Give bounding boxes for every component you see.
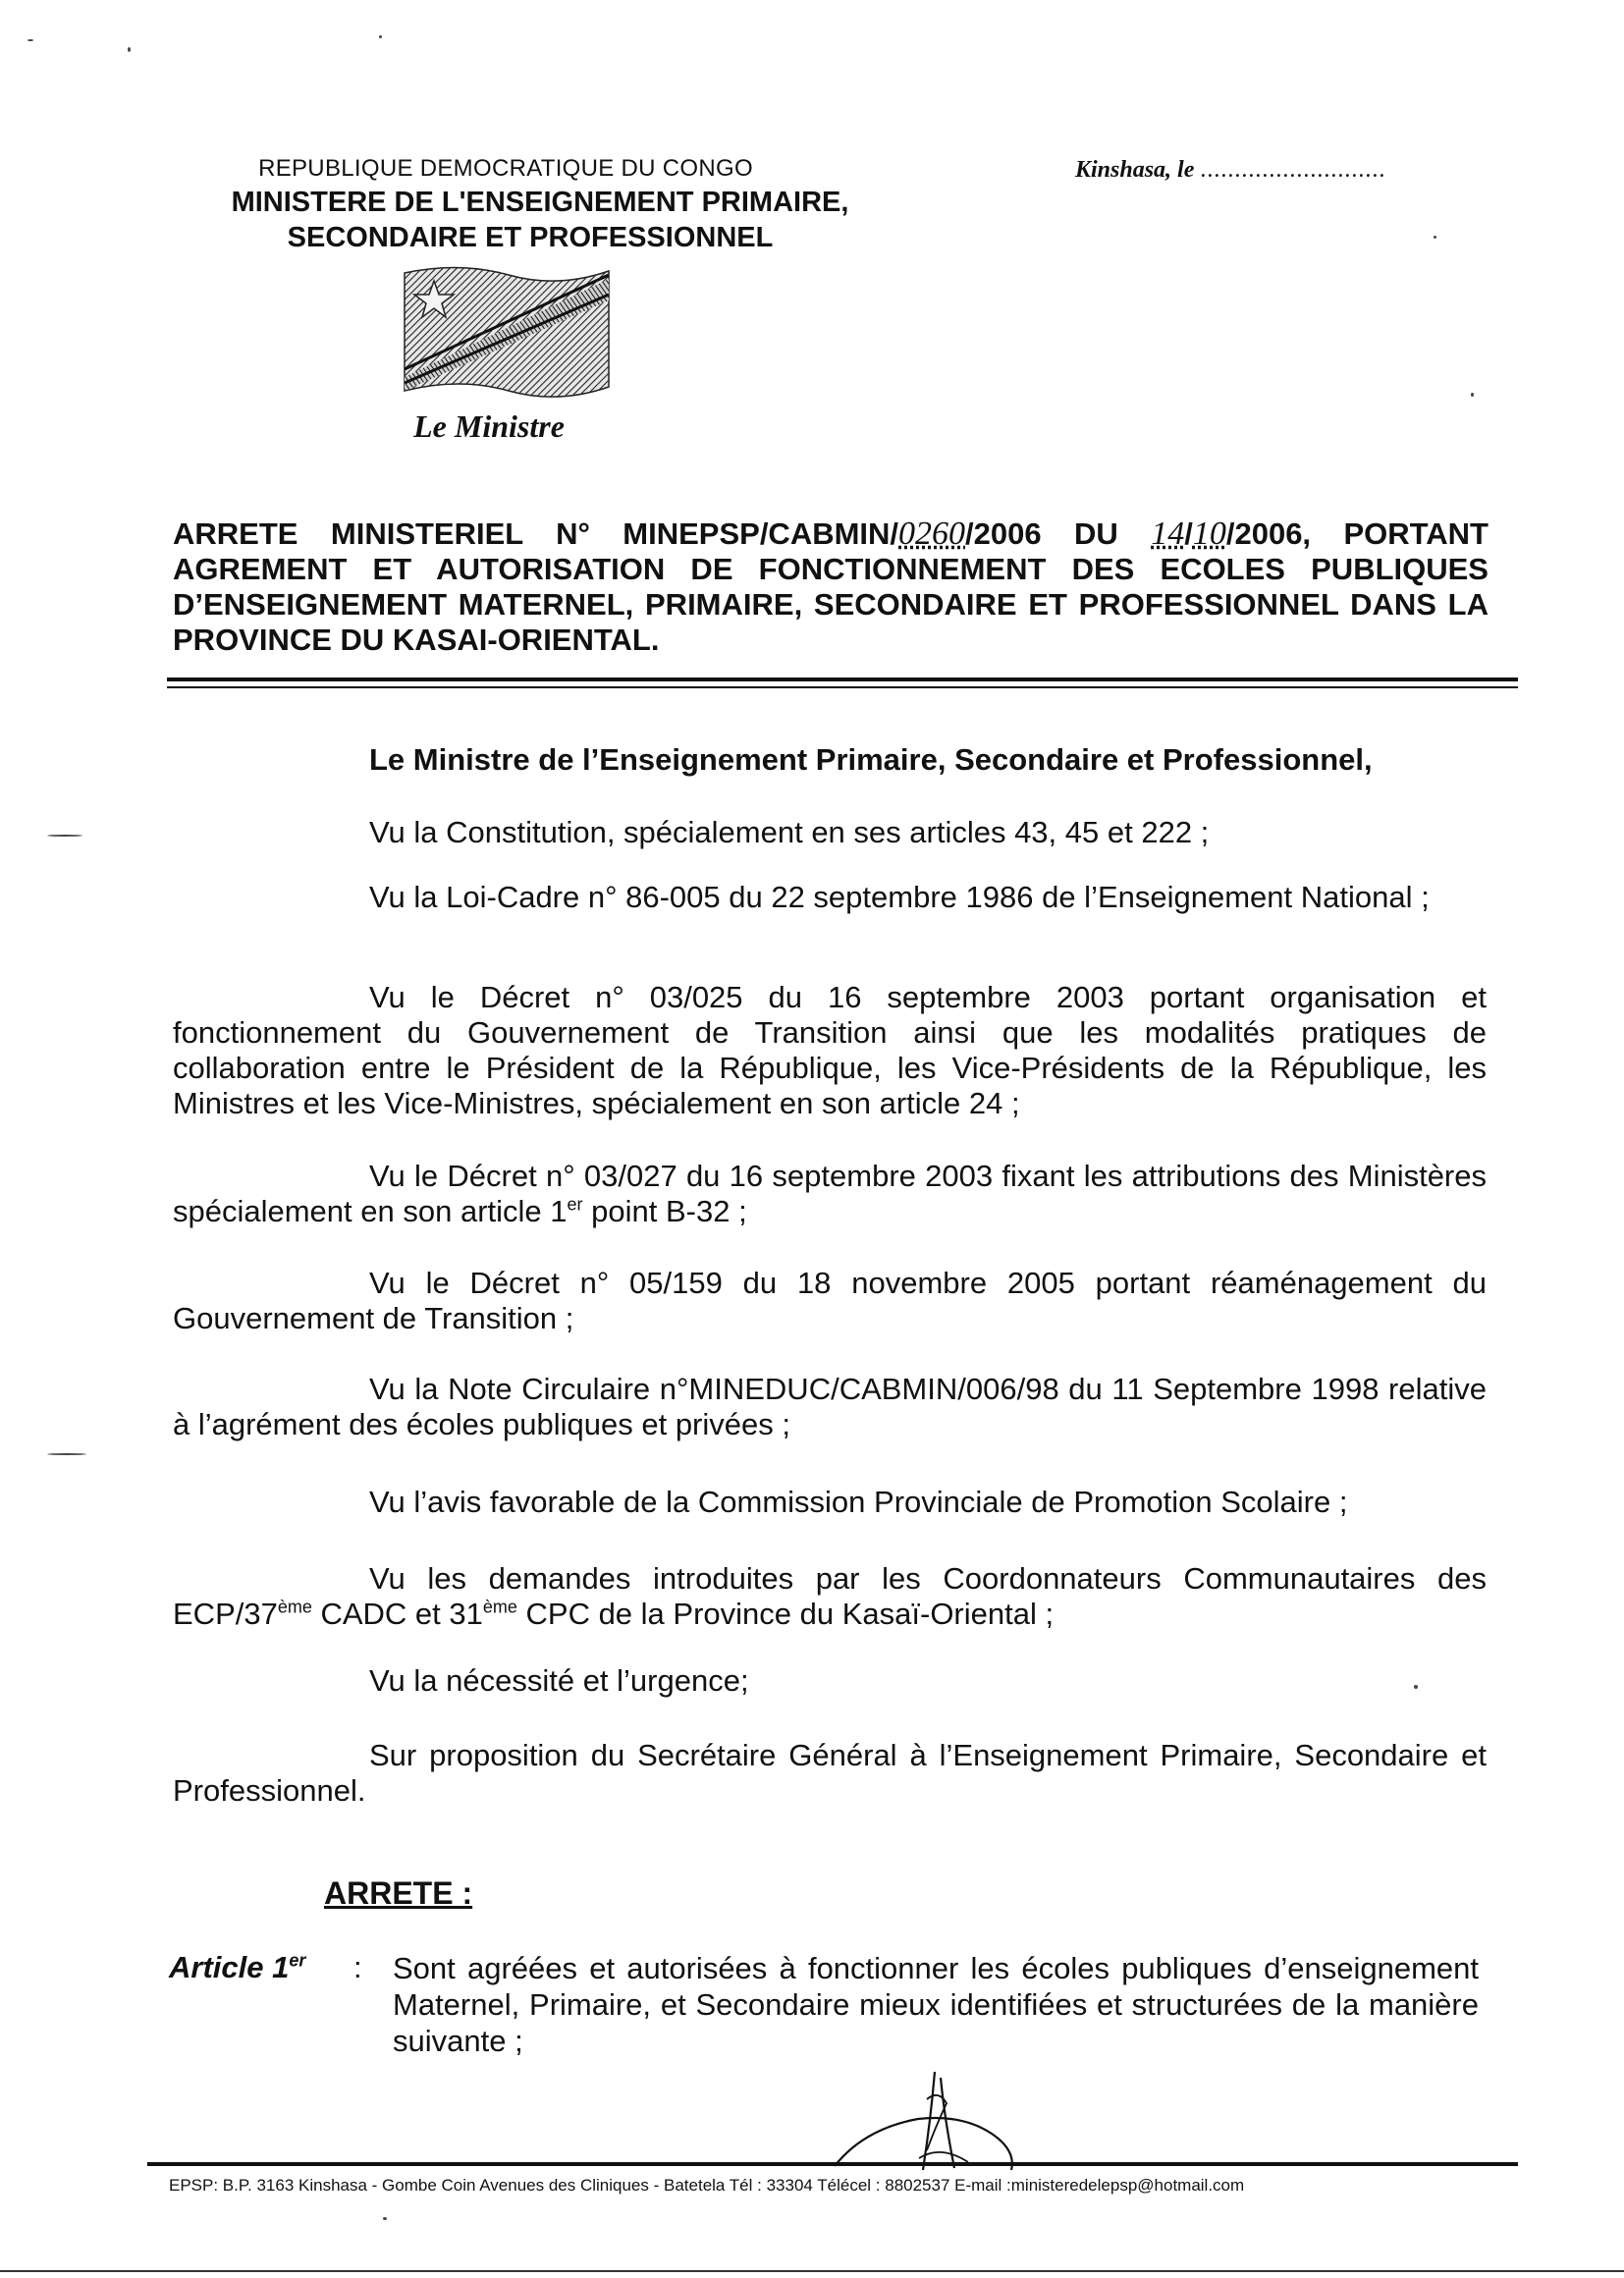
scan-speck xyxy=(1471,393,1474,397)
article-label-text: Article 1 xyxy=(169,1950,290,1984)
minister-signatory-label: Le Ministre xyxy=(413,408,565,444)
ordinal-suffix: ème xyxy=(482,1597,517,1617)
consideration-proposition: Sur proposition du Secrétaire Général à l’Enseignement Primaire, Secondaire et Professionnel. xyxy=(173,1738,1487,1808)
consideration-text: CADC et 31 xyxy=(311,1597,483,1631)
month-handwritten: 10 xyxy=(1192,515,1226,552)
title-rest: /2006, PORTANT AGREMENT ET AUTORISATION DE FONCTIONNEMENT DES ECOLES PUBLIQUES D’ENSEIGNEMENT MATERNEL, PRIMAIRE, SECONDAIRE ET PROFESSIONNEL DANS LA PROVINCE DU KASAI-ORIENTAL. xyxy=(173,516,1489,657)
ordinal-suffix: er xyxy=(289,1950,306,1971)
consideration-decret-03-025: Vu le Décret n° 03/025 du 16 septembre 2003 portant organisation et fonctionnement du Gouvernement de Transition ainsi que les modalités pratiques de collaboration entre le Président de la République, les Vice-Présidents de la République, les Ministres et les Vice-Ministres, spécialement en son article 24 ; xyxy=(173,980,1487,1120)
place-date-line xyxy=(1075,157,1385,184)
drc-flag-emblem xyxy=(401,261,613,408)
consideration-note-circulaire: Vu la Note Circulaire n°MINEDUC/CABMIN/006/98 du 11 Septembre 1998 relative à l’agrément des écoles publiques et privées ; xyxy=(173,1372,1487,1441)
decree-title xyxy=(173,516,1489,658)
date-separator: / xyxy=(1184,516,1193,551)
header-divider-thin xyxy=(167,686,1518,688)
consideration-text: point B-32 ; xyxy=(582,1194,747,1228)
scan-speck xyxy=(1414,1685,1418,1689)
preamble-intro: Le Ministre de l’Enseignement Primaire, Secondaire et Professionnel, xyxy=(369,742,1373,777)
title-prefix: ARRETE MINISTERIEL N° MINEPSP/CABMIN/ xyxy=(173,516,899,551)
scan-speck xyxy=(47,835,82,837)
consideration-avis-favorable: Vu l’avis favorable de la Commission Provinciale de Promotion Scolaire ; xyxy=(369,1485,1348,1519)
scan-speck xyxy=(383,2217,387,2220)
arrete-heading: ARRETE : xyxy=(324,1875,473,1911)
consideration-urgence: Vu la nécessité et l’urgence; xyxy=(369,1663,749,1698)
ordinal-suffix: er xyxy=(567,1194,583,1215)
article-1-label xyxy=(169,1950,305,1985)
country-name: REPUBLIQUE DEMOCRATIQUE DU CONGO xyxy=(258,155,753,182)
scan-speck xyxy=(128,47,131,52)
ordinal-suffix: ème xyxy=(277,1597,312,1617)
ministry-name-line1: MINISTERE DE L'ENSEIGNEMENT PRIMAIRE, xyxy=(231,187,849,218)
decree-number-handwritten: 0260 xyxy=(898,515,966,552)
consideration-text: Vu les demandes introduites par les Coordonnateurs Communautaires des ECP/37 xyxy=(173,1561,1487,1631)
footer-divider xyxy=(147,2162,1518,2166)
consideration-decret-05-159: Vu le Décret n° 05/159 du 18 novembre 2005 portant réaménagement du Gouvernement de Transition ; xyxy=(173,1266,1487,1335)
consideration-constitution: Vu la Constitution, spécialement en ses articles 43, 45 et 222 ; xyxy=(369,815,1210,849)
page-bottom-edge xyxy=(0,2270,1624,2272)
day-handwritten: 14 xyxy=(1151,515,1185,552)
consideration-loi-cadre: Vu la Loi-Cadre n° 86-005 du 22 septembre 1986 de l’Enseignement National ; xyxy=(369,880,1430,914)
consideration-demandes xyxy=(173,1561,1487,1632)
scan-speck xyxy=(1434,236,1436,239)
article-1-text: Sont agréées et autorisées à fonctionner les écoles publiques d’enseignement Maternel, Primaire, et Secondaire mieux identifiées et structurées de la manière suivante ; xyxy=(393,1951,1479,2058)
article-1-colon: : xyxy=(353,1950,362,1984)
title-middle: /2006 DU xyxy=(965,516,1152,551)
footer-contact-info: EPSP: B.P. 3163 Kinshasa - Gombe Coin Avenues des Cliniques - Batetela Tél : 33304 Télécel : 8802537 E-mail :ministeredelepsp@hotmail.com xyxy=(169,2176,1245,2195)
date-blank: ........................... xyxy=(1200,157,1386,183)
scan-speck xyxy=(47,1453,86,1455)
consideration-decret-03-027 xyxy=(173,1159,1487,1229)
consideration-text: CPC de la Province du Kasaï-Oriental ; xyxy=(516,1597,1055,1631)
handwritten-signature xyxy=(825,2060,1060,2178)
scan-speck xyxy=(27,39,33,41)
place-label: Kinshasa, le xyxy=(1075,157,1195,183)
header-divider xyxy=(167,678,1518,681)
consideration-text: Vu le Décret n° 03/027 du 16 septembre 2003 fixant les attributions des Ministères spécialement en son article 1 xyxy=(173,1159,1487,1228)
ministry-name-line2: SECONDAIRE ET PROFESSIONNEL xyxy=(287,222,774,253)
scan-speck xyxy=(379,35,382,38)
